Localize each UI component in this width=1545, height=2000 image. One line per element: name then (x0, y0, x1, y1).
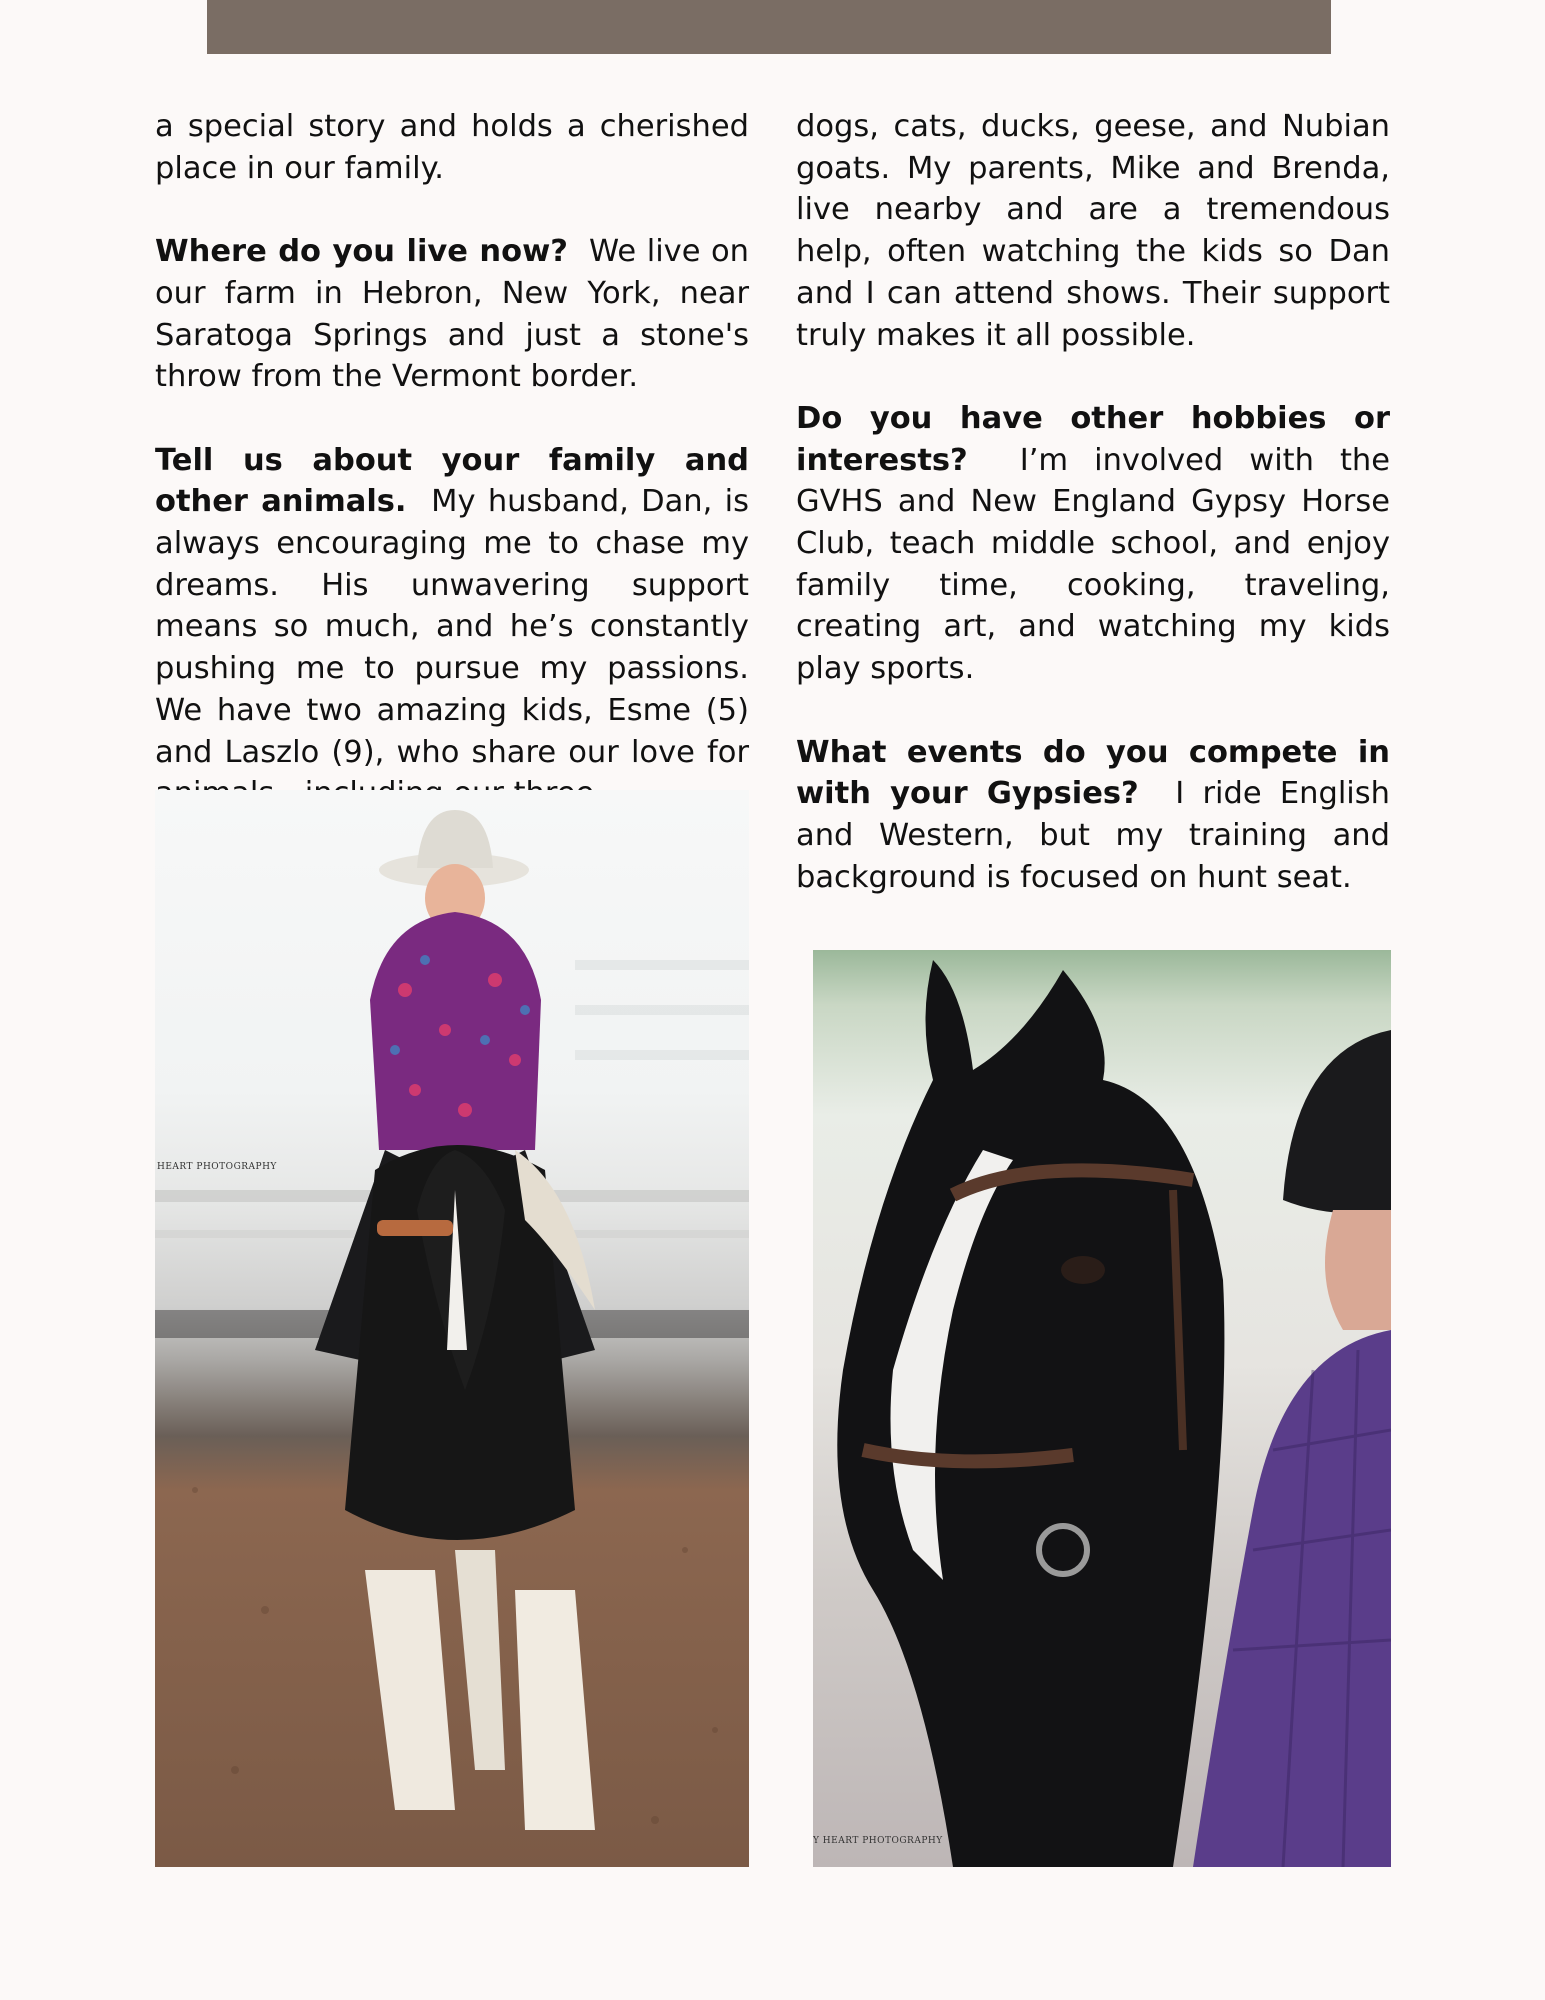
header-band (207, 0, 1331, 54)
photographer-watermark-right: Y HEART PHOTOGRAPHY (813, 1836, 943, 1846)
rider-horse-illustration (155, 790, 749, 1867)
right-text-column (796, 106, 1390, 898)
right-paragraph-1: dogs, cats, ducks, geese, and Nubian goats. My parents, Mike and Brenda, live nearby and are a tremendous help, often watching the kids so Dan and I can attend shows. Their support truly makes it all possible. (796, 109, 1390, 353)
left-paragraph-1: a special story and holds a cherished place in our family. (155, 109, 749, 186)
photographer-watermark: HEART PHOTOGRAPHY (157, 1162, 277, 1172)
right-paragraph-2 (796, 398, 1390, 690)
rider-horse-photo (155, 790, 749, 1867)
answer-events: I ride English and Western, but my training and background is focused on hunt seat. (796, 776, 1391, 895)
horse-closeup-illustration (813, 950, 1391, 1867)
answer-hobbies: I’m involved with the GVHS and New England Gypsy Horse Club, teach middle school, and enjoy family time, cooking, traveling, creating art, and watching my kids play sports. (796, 442, 1390, 687)
left-paragraph-3 (155, 440, 749, 815)
horse-closeup-photo (813, 950, 1391, 1867)
question-where-live: Where do you live now? (155, 234, 568, 270)
question-events: What events do you compete in with your Gypsies? (796, 734, 1390, 812)
answer-where-live: We live on our farm in Hebron, New York, near Saratoga Springs and just a stone's throw from the Vermont border. (155, 234, 750, 395)
right-paragraph-3 (796, 732, 1390, 899)
answer-family: My husband, Dan, is always encouraging me to chase my dreams. His unwavering support means so much, and he’s constantly pushing me to pursue my passions. We have two amazing kids, Esme (5) and Laszlo (9), who share our love for (155, 484, 749, 770)
question-family: Tell us about your family and other animals. (155, 442, 749, 520)
left-paragraph-2 (155, 231, 749, 398)
left-text-column (155, 106, 749, 815)
question-hobbies: Do you have other hobbies or interests? (796, 400, 1390, 478)
